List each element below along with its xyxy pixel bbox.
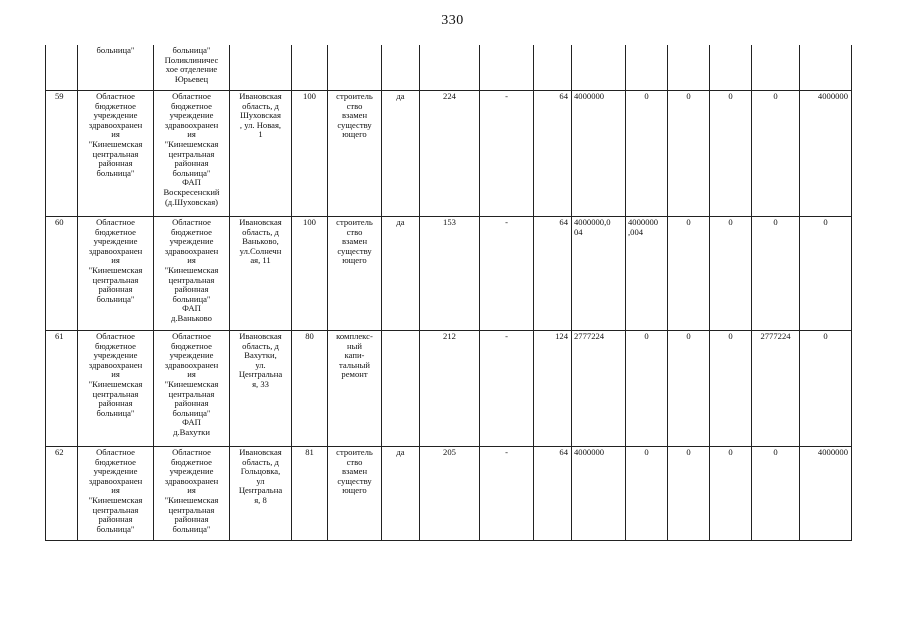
value-cell: 100	[292, 91, 328, 217]
value-cell: 64	[534, 217, 572, 331]
value-cell: 224	[420, 91, 480, 217]
work-type-cell: строитель ство взамен существу ющего	[336, 217, 373, 266]
value-cell: 0	[752, 91, 800, 217]
value-cell: 0	[800, 217, 852, 331]
value-cell: 4000000	[800, 447, 852, 541]
value-cell: 205	[420, 447, 480, 541]
value-cell: 0	[800, 331, 852, 447]
owner-cell: Областное бюджетное учреждение здравоохранен ия "Кинешемская центральная районная больница"	[88, 447, 143, 534]
page-number: 330	[441, 13, 464, 28]
table-row	[46, 217, 852, 331]
value-cell: 0	[668, 447, 710, 541]
value-cell: 0	[668, 331, 710, 447]
value-cell: 81	[292, 447, 328, 541]
table-row	[46, 447, 852, 541]
value-cell: 0	[710, 331, 752, 447]
facility-cell: больница" Поликлиничес хое отделение Юрьевец	[164, 45, 219, 84]
table-row	[46, 45, 852, 91]
facility-cell: Областное бюджетное учреждение здравоохранен ия "Кинешемская центральная районная больница"	[164, 447, 219, 534]
facility-cell: Областное бюджетное учреждение здравоохранен ия "Кинешемская центральная районная больница" ФАП д.Ваньково	[164, 217, 219, 323]
value-cell: 2777224	[752, 331, 800, 447]
value-cell: 0	[710, 447, 752, 541]
value-cell: 0	[626, 447, 668, 541]
owner-cell: Областное бюджетное учреждение здравоохранен ия "Кинешемская центральная районная больница"	[88, 91, 143, 178]
facilities-table	[45, 45, 852, 541]
address-cell: Ивановская область, д Гольцовка, ул Центральна я, 8	[238, 447, 283, 505]
value-cell: 0	[668, 217, 710, 331]
facility-cell: Областное бюджетное учреждение здравоохранен ия "Кинешемская центральная районная больница" ФАП Воскресенский (д.Шуховская)	[163, 91, 220, 207]
work-type-cell: комплекс- ный капи- тальный ремонт	[336, 331, 373, 380]
row-number: 61	[46, 331, 78, 447]
owner-cell: больница"	[96, 45, 135, 55]
value-cell: 0	[752, 447, 800, 541]
value-cell: 4000000	[800, 91, 852, 217]
value-cell: да	[382, 217, 420, 331]
value-cell: -	[480, 331, 534, 447]
value-cell: -	[480, 447, 534, 541]
address-cell: Ивановская область, д Шуховская , ул. Новая, 1	[239, 91, 282, 140]
value-cell: да	[382, 91, 420, 217]
row-number: 59	[46, 91, 78, 217]
work-type-cell: строитель ство взамен существу ющего	[336, 91, 373, 140]
address-cell: Ивановская область, д Вахутки, ул. Центральна я, 33	[238, 331, 283, 389]
value-cell: 0	[626, 91, 668, 217]
value-cell: 0	[668, 91, 710, 217]
value-cell: 0	[752, 217, 800, 331]
value-cell: 80	[292, 331, 328, 447]
value-cell: 124	[534, 331, 572, 447]
value-cell: -	[480, 91, 534, 217]
value-cell: 2777224	[574, 331, 605, 341]
table-row	[46, 91, 852, 217]
value-cell: 100	[292, 217, 328, 331]
value-cell: 4000000	[574, 447, 605, 457]
owner-cell: Областное бюджетное учреждение здравоохранен ия "Кинешемская центральная районная больница"	[88, 331, 143, 418]
table-row	[46, 331, 852, 447]
value-cell: 0	[710, 217, 752, 331]
facility-cell: Областное бюджетное учреждение здравоохранен ия "Кинешемская центральная районная больница" ФАП д.Вахутки	[164, 331, 219, 437]
value-cell: 0	[626, 331, 668, 447]
value-cell	[382, 331, 420, 447]
owner-cell: Областное бюджетное учреждение здравоохранен ия "Кинешемская центральная районная больница"	[88, 217, 143, 304]
value-cell: 64	[534, 447, 572, 541]
row-number: 62	[46, 447, 78, 541]
value-cell: 153	[420, 217, 480, 331]
value-cell: 212	[420, 331, 480, 447]
value-cell: да	[382, 447, 420, 541]
value-cell: 4000000 ,004	[628, 217, 659, 237]
value-cell: 0	[710, 91, 752, 217]
work-type-cell: строитель ство взамен существу ющего	[336, 447, 373, 496]
address-cell: Ивановская область, д Ваньково, ул.Солнечн ая, 11	[239, 217, 282, 266]
row-number: 60	[46, 217, 78, 331]
value-cell: -	[480, 217, 534, 331]
value-cell: 4000000	[574, 91, 605, 101]
value-cell: 64	[534, 91, 572, 217]
value-cell: 4000000,0 04	[574, 217, 611, 237]
